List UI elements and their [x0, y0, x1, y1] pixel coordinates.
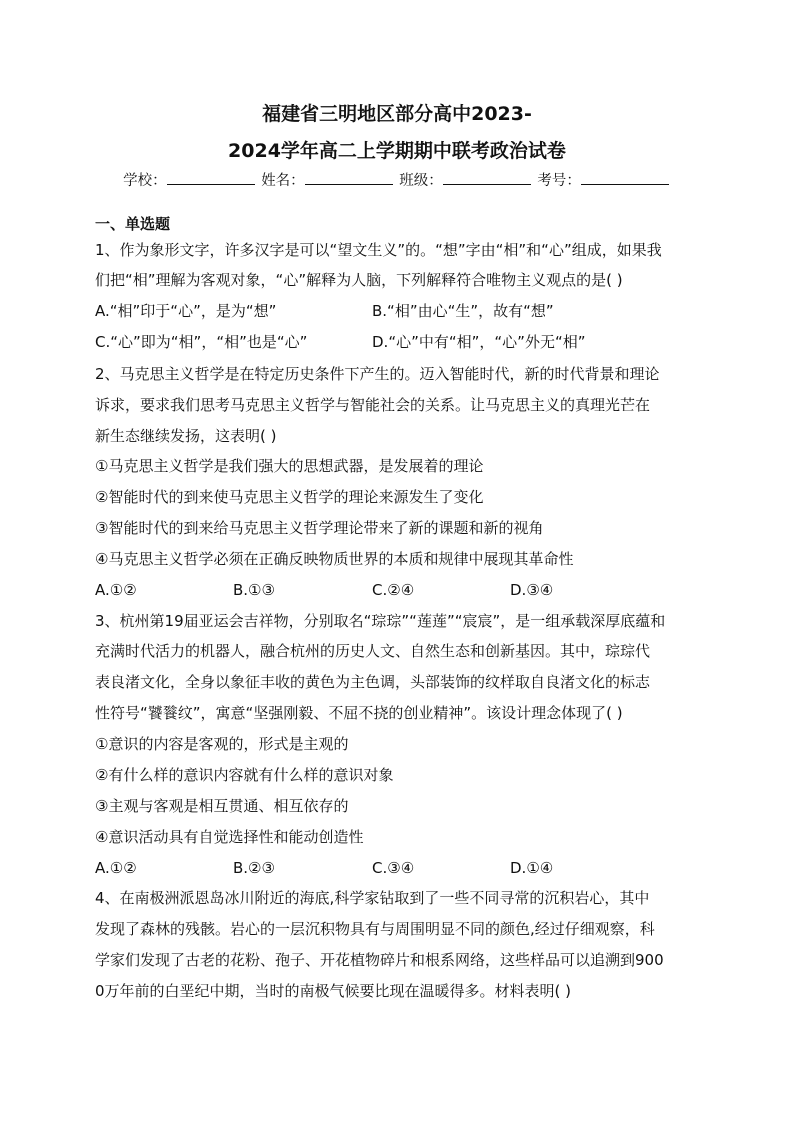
q4-stem-line-2: 发现了森林的残骸。岩心的一层沉积物具有与周围明显不同的颜色,经过仔细观察，科: [95, 920, 655, 938]
school-label: 学校：: [123, 173, 167, 189]
student-info-row: [0, 170, 794, 191]
q3-stem-line-2: 充满时代活力的机器人，融合杭州的历史人文、自然生态和创新基因。其中，琮琮代: [95, 642, 651, 660]
name-blank: [305, 170, 393, 185]
section-heading: 一、单选题: [95, 215, 171, 233]
q3-statement-3: ③主观与客观是相互贯通、相互依存的: [95, 797, 349, 815]
q3-stem-line-3: 表良渚文化，全身以象征丰收的黄色为主色调，头部装饰的纹样取自良渚文化的标志: [95, 673, 651, 691]
q1-option-c: C.“心”即为“相”，“相”也是“心”: [95, 333, 308, 351]
exam-number-blank: [581, 170, 669, 185]
q2-statement-3: ③智能时代的到来给马克思主义哲学理论带来了新的课题和新的视角: [95, 519, 544, 537]
q1-stem-line-2: 们把“相”理解为客观对象，“心”解释为人脑，下列解释符合唯物主义观点的是( ): [95, 271, 623, 289]
class-label: 班级：: [399, 173, 443, 189]
q3-statement-1: ①意识的内容是客观的，形式是主观的: [95, 735, 349, 753]
q2-option-d: D.③④: [510, 581, 554, 599]
q2-statement-2: ②智能时代的到来使马克思主义哲学的理论来源发生了变化: [95, 488, 484, 506]
q2-option-a: A.①②: [95, 581, 137, 599]
q3-option-b: B.②③: [233, 859, 275, 877]
q4-stem-line-3: 学家们发现了古老的花粉、孢子、开花植物碎片和根系网络，这些样品可以追溯到900: [95, 951, 664, 969]
q3-option-c: C.③④: [372, 859, 415, 877]
q2-statement-4: ④马克思主义哲学必须在正确反映物质世界的本质和规律中展现其革命性: [95, 550, 574, 568]
q2-stem-line-3: 新生态继续发扬，这表明( ): [95, 427, 277, 445]
q3-statement-2: ②有什么样的意识内容就有什么样的意识对象: [95, 766, 394, 784]
q1-stem-line-1: 1、作为象形文字，许多汉字是可以“望文生义”的。“想”字由“相”和“心”组成，如果我: [95, 241, 662, 259]
q1-option-b: B.“相”由心“生”，故有“想”: [372, 302, 554, 320]
exam-number-label: 考号：: [537, 173, 581, 189]
q2-stem-line-1: 2、马克思主义哲学是在特定历史条件下产生的。迈入智能时代，新的时代背景和理论: [95, 365, 660, 383]
q4-stem-line-1: 4、在南极洲派恩岛冰川附近的海底,科学家钻取到了一些不同寻常的沉积岩心，其中: [95, 889, 650, 907]
exam-title-line-2: 2024学年高二上学期期中联考政治试卷: [228, 140, 566, 162]
q3-stem-line-1: 3、杭州第19届亚运会吉祥物，分别取名“琮琮”“莲莲”“宸宸”，是一组承载深厚底蕴和: [95, 612, 666, 630]
q1-option-a: A.“相”印于“心”，是为“想”: [95, 302, 277, 320]
q2-option-c: C.②④: [372, 581, 415, 599]
q2-statement-1: ①马克思主义哲学是我们强大的思想武器，是发展着的理论: [95, 457, 484, 475]
q1-option-d: D.“心”中有“相”，“心”外无“相”: [372, 333, 586, 351]
q2-option-b: B.①③: [233, 581, 275, 599]
exam-title-line-1: 福建省三明地区部分高中2023-: [262, 103, 532, 125]
q3-option-d: D.①④: [510, 859, 554, 877]
class-blank: [443, 170, 531, 185]
q3-statement-4: ④意识活动具有自觉选择性和能动创造性: [95, 828, 364, 846]
q2-stem-line-2: 诉求，要求我们思考马克思主义哲学与智能社会的关系。让马克思主义的真理光芒在: [95, 396, 651, 414]
q4-stem-line-4: 0万年前的白垩纪中期，当时的南极气候要比现在温暖得多。材料表明( ): [95, 982, 572, 1000]
q3-option-a: A.①②: [95, 859, 137, 877]
name-label: 姓名：: [261, 173, 305, 189]
q3-stem-line-4: 性符号“饕餮纹”，寓意“坚强刚毅、不屈不挠的创业精神”。该设计理念体现了( ): [95, 704, 623, 722]
school-blank: [167, 170, 255, 185]
